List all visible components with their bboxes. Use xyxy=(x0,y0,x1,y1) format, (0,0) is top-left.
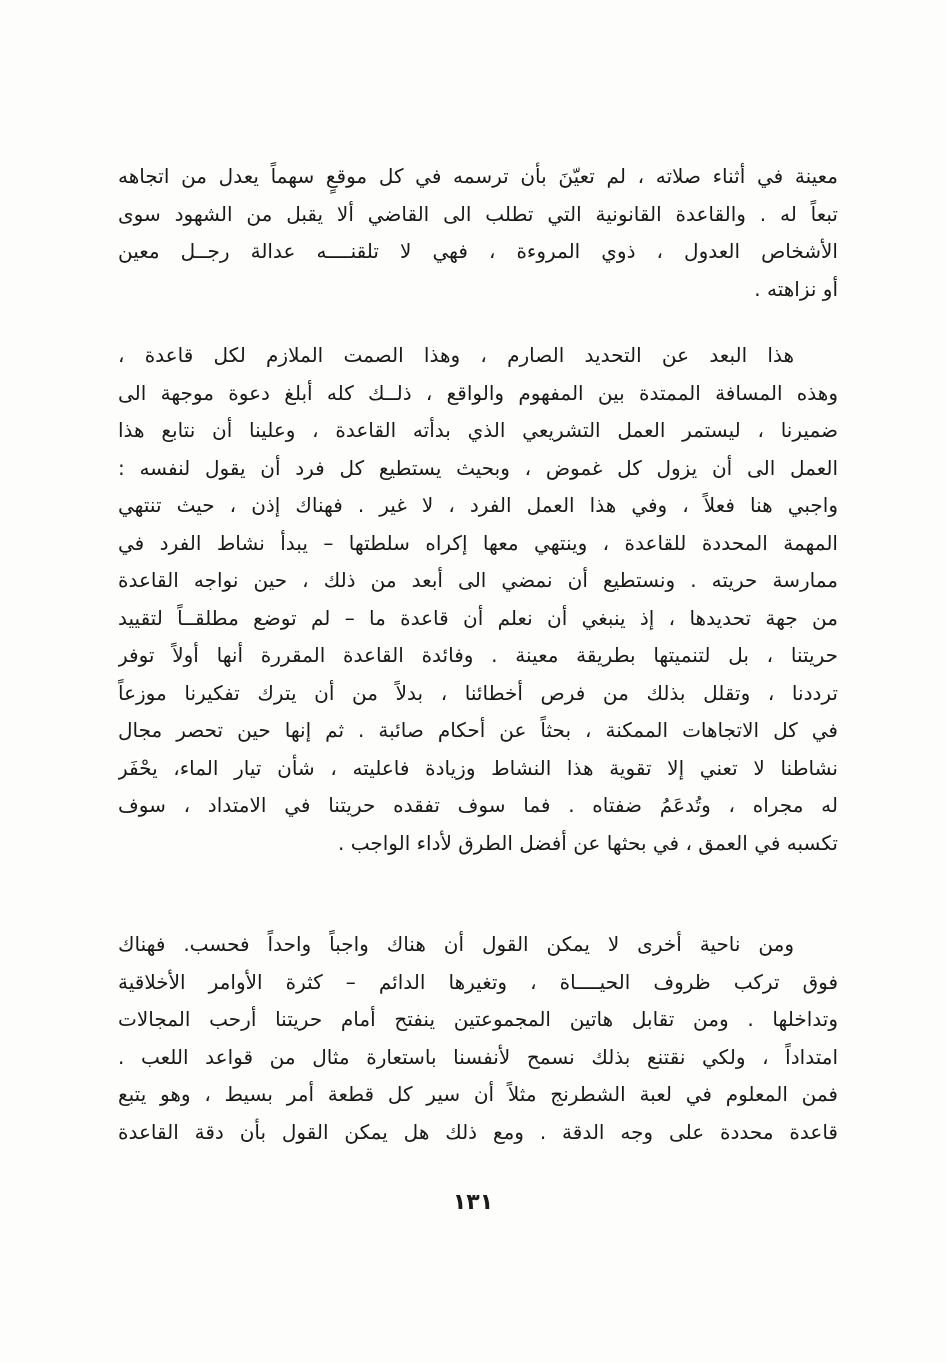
text-line: ومن ناحية أخرى لا يمكن القول أن هناك واجباً واحداً فحسب. فهناك xyxy=(118,932,794,956)
text-line: العمل الى أن يزول كل غموض ، وبحيث يستطيع كل فرد أن يقول لنفسه : xyxy=(118,455,838,480)
paragraph-2 xyxy=(118,337,838,862)
text-line: فمن المعلوم في لعبة الشطرنج مثلاً أن سير كل قطعة أمر بسيط ، وهو يتبع xyxy=(118,1082,838,1106)
text-line: أو نزاهته . xyxy=(754,276,838,301)
text-line: المهمة المحددة للقاعدة ، وينتهي معها إكراه سلطتها – يبدأ نشاط الفرد في xyxy=(118,530,838,555)
text-line: واجبي هنا فعلاً ، وفي هذا العمل الفرد ، لا غير . فهناك إذن ، حيث تنتهي xyxy=(118,493,838,517)
text-line: نشاطنا لا تعني إلا تقوية هذا النشاط وزيادة فاعليته ، شأن تيار الماء، يحْفَر xyxy=(118,755,838,780)
text-line: قاعدة محددة على وجه الدقة . ومع ذلك هل يمكن القول بأن دقة القاعدة xyxy=(118,1119,838,1144)
text-line: وهذه المسافة الممتدة بين المفهوم والواقع ، ذلــك كله أبلغ دعوة موجهة الى xyxy=(118,380,838,405)
text-line: تكسبه في العمق ، في بحثها عن أفضل الطرق لأداء الواجب . xyxy=(338,830,838,855)
text-line: ضميرنا ، ليستمر العمل التشريعي الذي بدأته القاعدة ، وعلينا أن نتابع هذا xyxy=(118,418,838,442)
text-line: من جهة تحديدها ، إذ ينبغي أن نعلم أن قاعدة ما – لم توضع مطلقــاً لتقييد xyxy=(118,605,838,630)
text-line: فوق تركب ظروف الحيــــاة ، وتغيرها الدائم – كثرة الأوامر الأخلاقية xyxy=(118,969,838,994)
page-number: ١٣١ xyxy=(452,1190,494,1215)
paragraph-3 xyxy=(118,926,838,1151)
text-line: تبعاً له . والقاعدة القانونية التي تطلب الى القاضي ألا يقبل من الشهود سوى xyxy=(118,201,838,226)
text-line: وتداخلها . ومن تقابل هاتين المجموعتين ينفتح أمام حريتنا أرحب المجالات xyxy=(118,1007,838,1031)
text-line: معينة في أثناء صلاته ، لم تعيّنَ بأن ترسمه في كل موقعٍ سهماً يعدل من اتجاهه xyxy=(118,164,838,188)
text-line: ترددنا ، وتقلل بذلك من فرص أخطائنا ، بدلاً من أن يترك تفكيرنا موزعاً xyxy=(118,680,838,705)
text-line: الأشخاص العدول ، ذوي المروءة ، فهي لا تلقنــــه عدالة رجــل معين xyxy=(118,239,838,263)
paragraph-1 xyxy=(118,158,838,308)
text-line: حريتنا ، بل لتنميتها بطريقة معينة . وفائدة القاعدة المقررة أنها أولاً توفر xyxy=(118,643,838,667)
text-line: هذا البعد عن التحديد الصارم ، وهذا الصمت الملازم لكل قاعدة ، xyxy=(118,343,794,367)
text-line: له مجراه ، وتُدعَمُ ضفتاه . فما سوف تفقده حريتنا في الامتداد ، سوف xyxy=(118,793,838,817)
text-line: ممارسة حريته . ونستطيع أن نمضي الى أبعد من ذلك ، حين نواجه القاعدة xyxy=(118,568,838,592)
text-line: في كل الاتجاهات الممكنة ، بحثاً عن أحكام صائبة . ثم إنها حين تحصر مجال xyxy=(118,718,838,742)
text-line: امتداداً ، ولكي نقتنع بذلك نسمح لأنفسنا باستعارة مثال من قواعد اللعب . xyxy=(118,1044,838,1069)
